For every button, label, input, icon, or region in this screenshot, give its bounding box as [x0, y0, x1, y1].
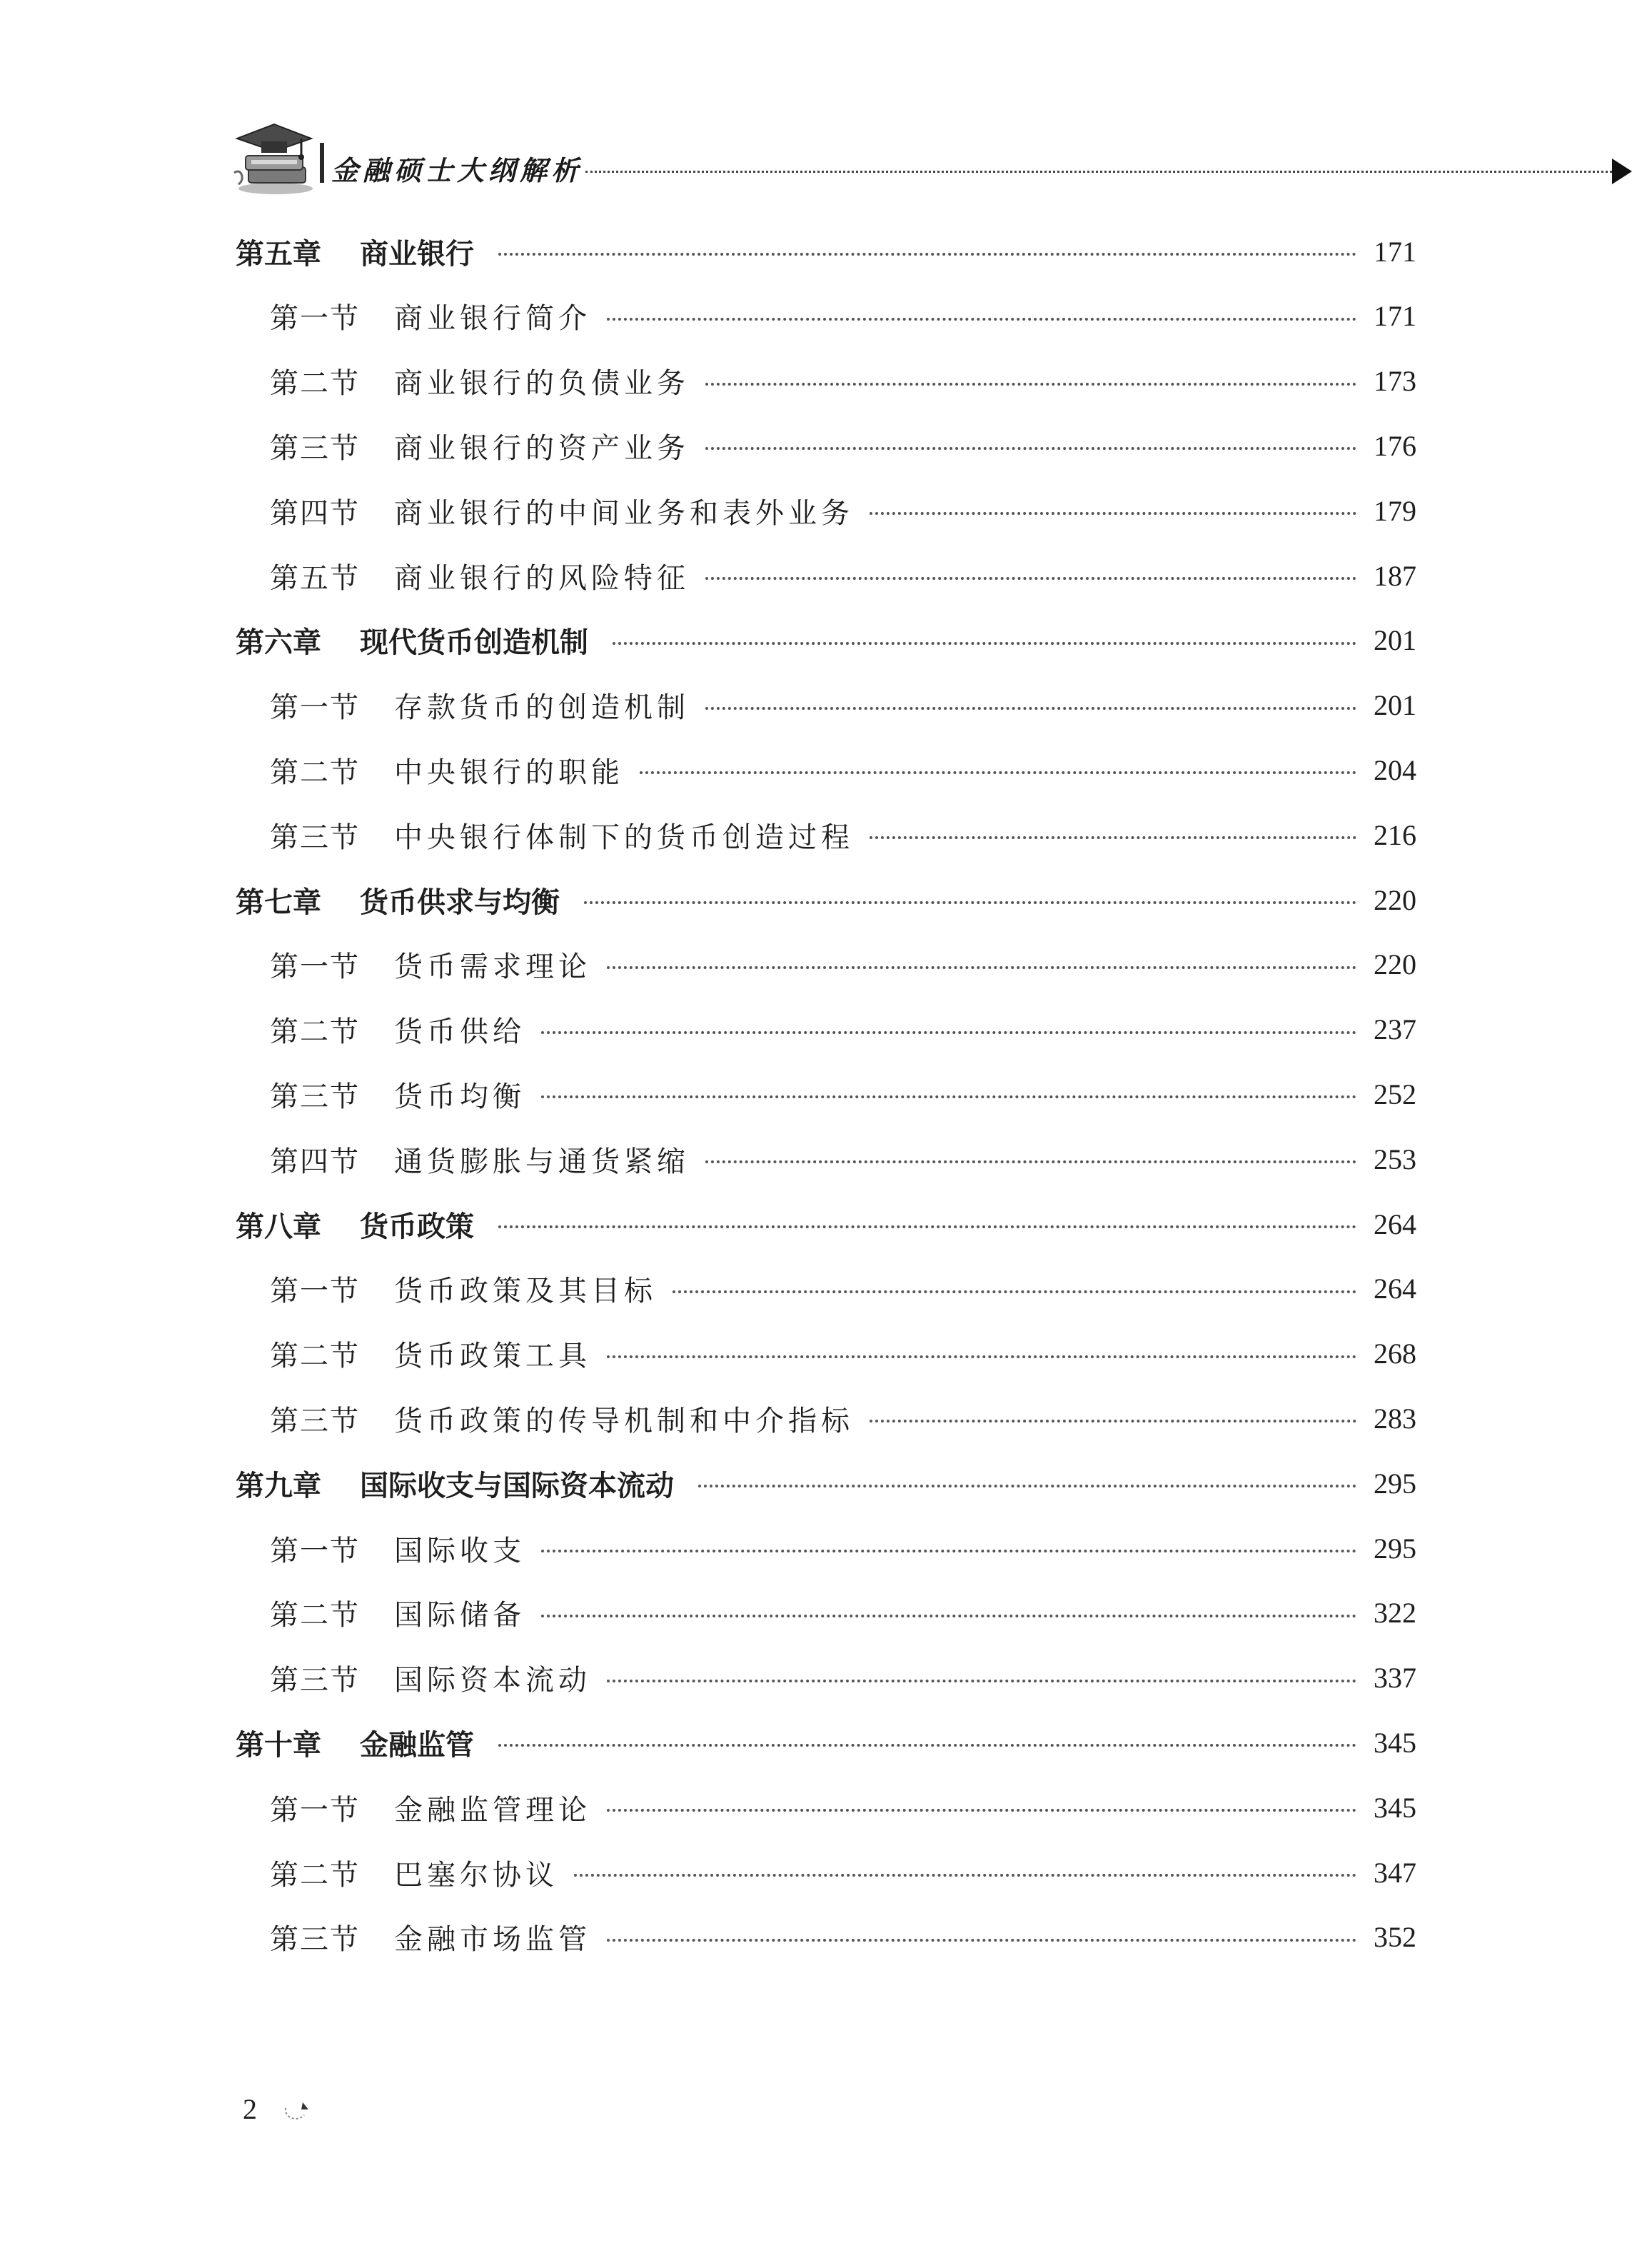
chapter-label: 第六章 — [236, 626, 321, 660]
page-ref: 264 — [1374, 1273, 1416, 1305]
section-label: 第二节 — [270, 1599, 360, 1632]
section-title: 国际收支 — [394, 1534, 525, 1567]
chapter-label: 第八章 — [236, 1210, 321, 1243]
header-separator-bar — [320, 143, 324, 183]
dot-leader — [584, 901, 1356, 904]
section-title: 国际储备 — [394, 1599, 525, 1632]
page-ref: 268 — [1374, 1338, 1416, 1370]
dot-leader — [498, 1225, 1356, 1228]
toc-chapter-row — [0, 226, 1652, 277]
dot-leader — [705, 383, 1356, 386]
section-label: 第三节 — [270, 1664, 360, 1697]
section-title: 商业银行的风险特征 — [394, 561, 690, 595]
page-ref: 179 — [1374, 494, 1416, 527]
dot-leader — [613, 642, 1356, 645]
toc-section-row — [0, 291, 1652, 342]
dot-leader — [607, 1680, 1356, 1682]
page-ref: 176 — [1374, 429, 1416, 462]
toc-section-row — [0, 550, 1652, 601]
dot-leader — [673, 1290, 1356, 1293]
dot-leader — [705, 707, 1356, 710]
chapter-title: 金融监管 — [360, 1728, 474, 1762]
section-label: 第三节 — [270, 1080, 360, 1113]
toc-section-row — [0, 1652, 1652, 1704]
section-label: 第一节 — [270, 1534, 360, 1567]
section-title: 商业银行简介 — [394, 302, 591, 336]
section-title: 通货膨胀与通货紧缩 — [394, 1145, 690, 1178]
page-ref: 204 — [1374, 753, 1416, 786]
section-title: 商业银行的负债业务 — [394, 367, 690, 401]
section-title: 货币政策及其目标 — [394, 1275, 657, 1308]
section-title: 货币供给 — [394, 1015, 525, 1049]
dot-leader — [541, 1095, 1356, 1098]
toc-chapter-row — [0, 615, 1652, 666]
section-title: 国际资本流动 — [394, 1664, 591, 1697]
dot-leader — [705, 447, 1356, 450]
dot-leader — [870, 1420, 1356, 1422]
toc-section-row — [0, 1847, 1652, 1898]
chapter-label: 第十章 — [236, 1728, 321, 1762]
dot-leader — [541, 1615, 1356, 1617]
section-label: 第二节 — [270, 756, 360, 789]
page-ref: 216 — [1374, 818, 1416, 851]
section-title: 中央银行体制下的货币创造过程 — [394, 821, 854, 854]
page-ref: 220 — [1374, 948, 1416, 981]
page-ref: 253 — [1374, 1143, 1416, 1175]
dot-leader — [870, 512, 1356, 515]
page-ref: 322 — [1374, 1597, 1416, 1630]
page-ref: 345 — [1374, 1791, 1416, 1824]
dot-leader — [705, 577, 1356, 580]
page-ref: 187 — [1374, 559, 1416, 592]
page-ref: 345 — [1374, 1726, 1416, 1759]
page-ref: 201 — [1374, 689, 1416, 722]
chapter-label: 第七章 — [236, 885, 321, 919]
section-label: 第四节 — [270, 1145, 360, 1178]
section-label: 第一节 — [270, 950, 360, 984]
section-title: 货币政策的传导机制和中介指标 — [394, 1404, 854, 1437]
section-label: 第二节 — [270, 1858, 360, 1892]
arrow-right-icon — [1612, 159, 1632, 184]
chapter-label: 第五章 — [236, 237, 321, 271]
graduation-cap-books-icon — [227, 120, 320, 199]
section-label: 第四节 — [270, 496, 360, 530]
dot-leader — [607, 1809, 1356, 1812]
page-ref: 237 — [1374, 1013, 1416, 1046]
section-title: 巴塞尔协议 — [394, 1858, 558, 1892]
dot-leader — [541, 1031, 1356, 1034]
page-ref: 283 — [1374, 1402, 1416, 1435]
section-title: 货币需求理论 — [394, 950, 591, 984]
toc-section-row — [0, 485, 1652, 536]
toc-chapter-row — [0, 1717, 1652, 1768]
toc-section-row — [0, 939, 1652, 990]
section-label: 第二节 — [270, 367, 360, 401]
page-ref: 173 — [1374, 365, 1416, 398]
dot-leader — [498, 1744, 1356, 1747]
dot-leader — [607, 966, 1356, 969]
toc-section-row — [0, 809, 1652, 860]
dot-leader — [870, 836, 1356, 839]
section-title: 中央银行的职能 — [394, 756, 624, 789]
toc-section-row — [0, 1587, 1652, 1639]
page-ref: 171 — [1374, 300, 1416, 333]
section-title: 商业银行的资产业务 — [394, 431, 690, 465]
dot-leader — [541, 1550, 1356, 1552]
toc-section-row — [0, 1004, 1652, 1055]
page-ref: 201 — [1374, 624, 1416, 657]
dot-leader — [705, 1160, 1356, 1163]
section-title: 货币均衡 — [394, 1080, 525, 1113]
section-label: 第三节 — [270, 431, 360, 465]
toc-section-row — [0, 1782, 1652, 1833]
chapter-title: 商业银行 — [360, 237, 474, 271]
toc-section-row — [0, 680, 1652, 731]
swirl-arrow-icon — [281, 2097, 310, 2125]
toc-chapter-row — [0, 874, 1652, 925]
running-header — [227, 120, 1419, 199]
section-label: 第一节 — [270, 1793, 360, 1827]
page-ref: 352 — [1374, 1921, 1416, 1954]
toc-section-row — [0, 1068, 1652, 1120]
section-label: 第一节 — [270, 302, 360, 336]
chapter-title: 货币政策 — [360, 1210, 474, 1243]
toc-section-row — [0, 744, 1652, 796]
header-dotted-line — [585, 171, 1612, 173]
dot-leader — [574, 1874, 1356, 1877]
dot-leader — [607, 318, 1356, 321]
book-title: 金融硕士大纲解析 — [331, 154, 583, 186]
section-title: 存款货币的创造机制 — [394, 691, 690, 725]
section-title: 商业银行的中间业务和表外业务 — [394, 496, 854, 530]
section-label: 第三节 — [270, 821, 360, 854]
dot-leader — [607, 1355, 1356, 1358]
page-ref: 171 — [1374, 235, 1416, 268]
toc-section-row — [0, 1912, 1652, 1963]
section-label: 第五节 — [270, 561, 360, 595]
chapter-title: 现代货币创造机制 — [360, 626, 588, 660]
page-number: 2 — [243, 2093, 257, 2125]
page-ref: 347 — [1374, 1856, 1416, 1889]
toc-section-row — [0, 1393, 1652, 1444]
section-label: 第二节 — [270, 1015, 360, 1049]
section-title: 金融市场监管 — [394, 1923, 591, 1957]
section-label: 第三节 — [270, 1923, 360, 1957]
section-title: 金融监管理论 — [394, 1793, 591, 1827]
toc-section-row — [0, 1522, 1652, 1574]
toc-chapter-row — [0, 1198, 1652, 1250]
section-label: 第一节 — [270, 1275, 360, 1308]
chapter-title: 货币供求与均衡 — [360, 885, 560, 919]
toc-chapter-row — [0, 1457, 1652, 1509]
section-title: 货币政策工具 — [394, 1340, 591, 1373]
toc-section-row — [0, 356, 1652, 407]
section-label: 第一节 — [270, 691, 360, 725]
page-ref: 264 — [1374, 1208, 1416, 1240]
section-label: 第三节 — [270, 1404, 360, 1437]
page-ref: 295 — [1374, 1467, 1416, 1500]
dot-leader — [498, 253, 1356, 256]
toc-section-row — [0, 420, 1652, 471]
page-ref: 252 — [1374, 1078, 1416, 1110]
page-ref: 220 — [1374, 883, 1416, 916]
toc-section-row — [0, 1263, 1652, 1315]
toc-section-row — [0, 1133, 1652, 1185]
chapter-label: 第九章 — [236, 1469, 321, 1502]
dot-leader — [698, 1485, 1356, 1487]
dot-leader — [640, 771, 1356, 774]
page-ref: 337 — [1374, 1662, 1416, 1695]
toc-section-row — [0, 1328, 1652, 1380]
section-label: 第二节 — [270, 1340, 360, 1373]
page-ref: 295 — [1374, 1532, 1416, 1565]
dot-leader — [607, 1939, 1356, 1942]
chapter-title: 国际收支与国际资本流动 — [360, 1469, 674, 1502]
